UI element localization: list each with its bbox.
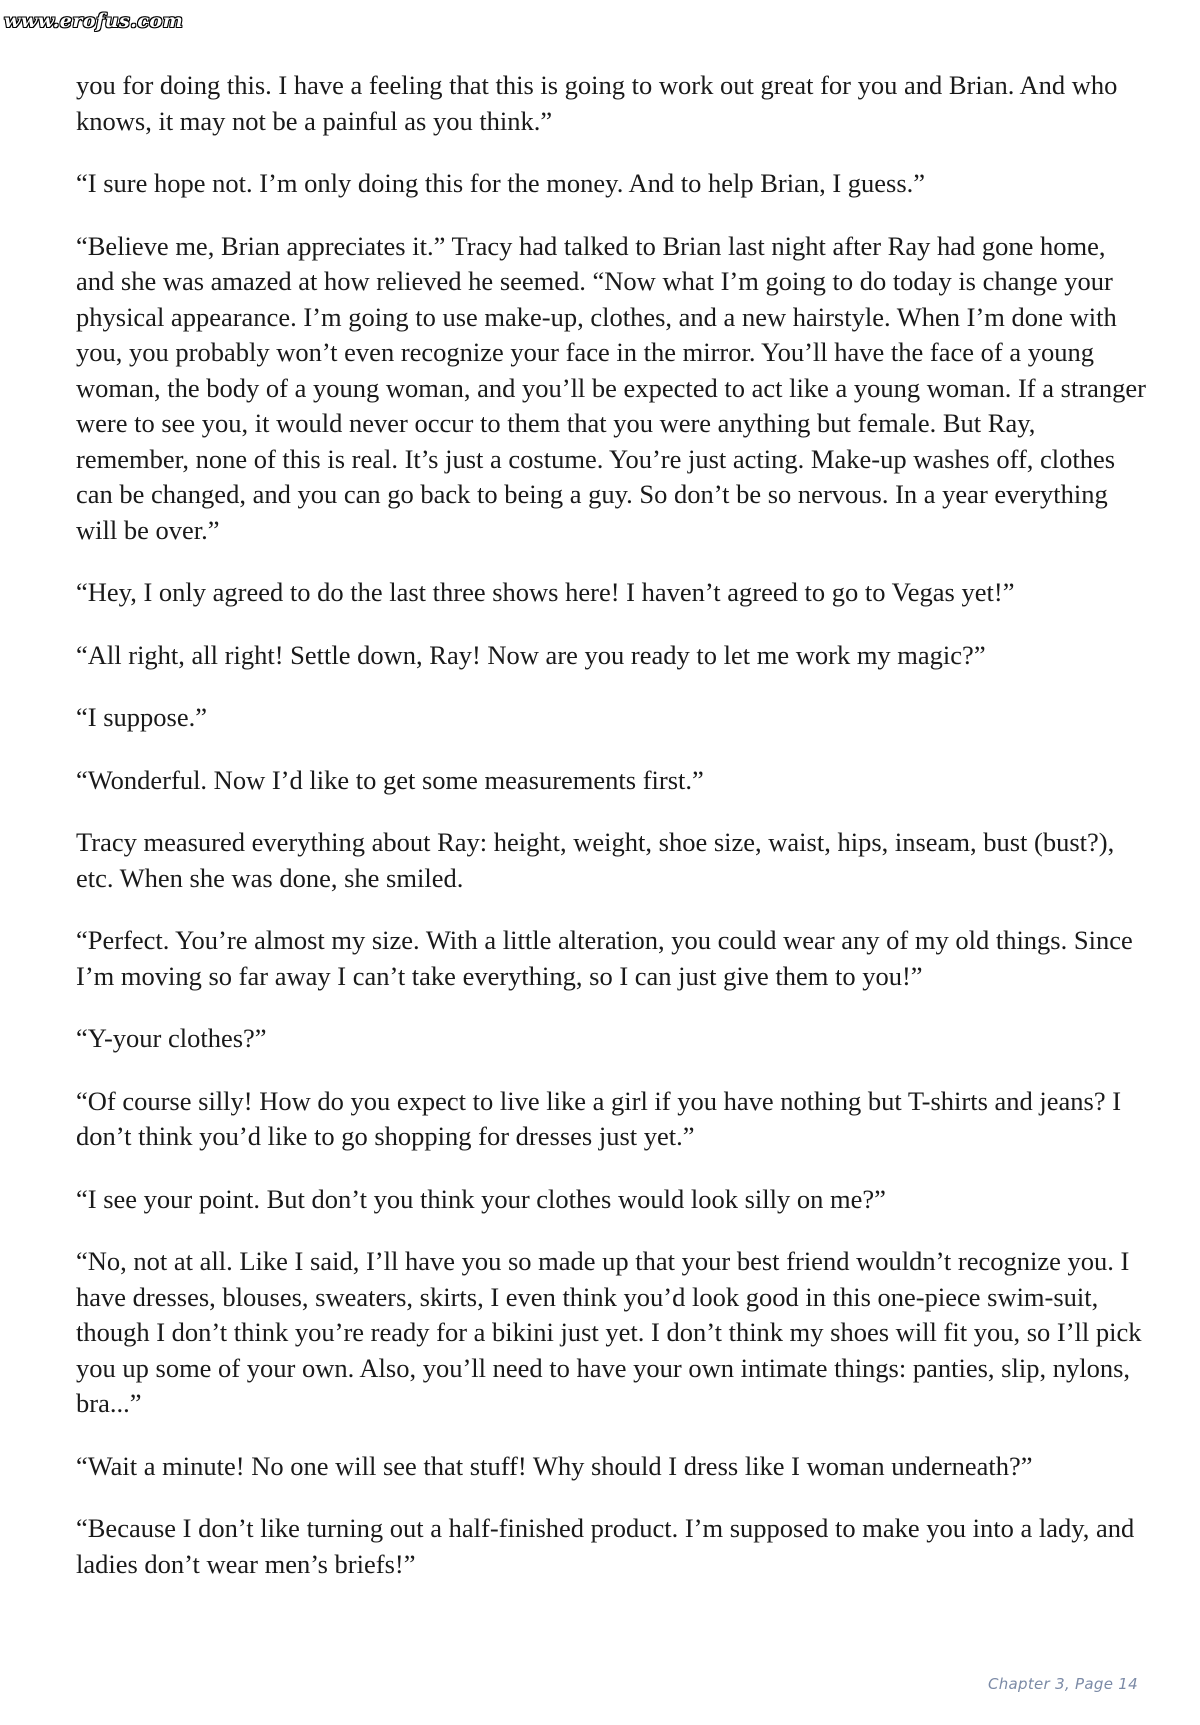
paragraph: “Wait a minute! No one will see that stuff! Why should I dress like I woman underneath?” (76, 1450, 1033, 1481)
paragraph: “I suppose.” (76, 702, 207, 732)
paragraph: “Wonderful. Now I’d like to get some measurements first.” (76, 764, 704, 795)
paragraph: “Because I don’t like turning out a half-finished product. I’m supposed to make you into a lady, and ladies don’t wear men’s briefs!” (76, 1513, 1135, 1579)
paragraph: Tracy measured everything about Ray: height, weight, shoe size, waist, hips, inseam, bust (bust?), etc. When she was done, she smiled. (76, 827, 1115, 893)
paragraph: “Hey, I only agreed to do the last three shows here! I haven’t agreed to go to Vegas yet!” (76, 577, 1015, 607)
site-watermark: www.erofus.com (4, 10, 184, 32)
paragraph: “Believe me, Brian appreciates it.” Tracy had talked to Brian last night after Ray had gone home, and she was amazed at how relieved he seemed. “Now what I’m going to do today is change your physical appearance. I’m going to use make-up, clothes, and a new hairstyle. When I’m done with you, you probably won’t even recognize your face in the mirror. You’ll have the face of a young woman, the body of a young woman, and you’ll be expected to act like a young woman. If a stranger were to see you, it would never occur to them that you were anything but female. But Ray, remember, none of this is real. It’s just a costume. You’re just acting. Make-up washes off, clothes can be changed, and you can go back to being a guy. So don’t be so nervous. In a year everything will be over.” (76, 230, 1146, 545)
paragraph: “No, not at all. Like I said, I’ll have you so made up that your best friend wouldn’t recognize you. I have dresses, blouses, sweaters, skirts, I even think you’d look good in this one-piece swim-suit, though I don’t think you’re ready for a bikini just yet. I don’t think my shoes will fit you, so I’ll pick you up some of your own. Also, you’ll need to have your own intimate things: panties, slip, nylons, bra...” (76, 1246, 1142, 1418)
paragraph: “Of course silly! How do you expect to live like a girl if you have nothing but T-shirts and jeans? I don’t think you’d like to go shopping for dresses just yet.” (76, 1085, 1122, 1151)
page-number-footer: Chapter 3, Page 14 (987, 1675, 1138, 1693)
paragraph: “I sure hope not. I’m only doing this for the money. And to help Brian, I guess.” (76, 168, 926, 198)
paragraph: “Y-your clothes?” (76, 1023, 267, 1053)
paragraph: you for doing this. I have a feeling that this is going to work out great for you and Brian. And who knows, it may not be a painful as you think.” (76, 70, 1118, 136)
page-body (76, 68, 1146, 1609)
paragraph: “All right, all right! Settle down, Ray! Now are you ready to let me work my magic?” (76, 639, 986, 670)
paragraph: “Perfect. You’re almost my size. With a little alteration, you could wear any of my old things. Since I’m moving so far away I can’t take everything, so I can just give them to you!” (76, 925, 1133, 991)
paragraph: “I see your point. But don’t you think your clothes would look silly on me?” (76, 1183, 886, 1214)
